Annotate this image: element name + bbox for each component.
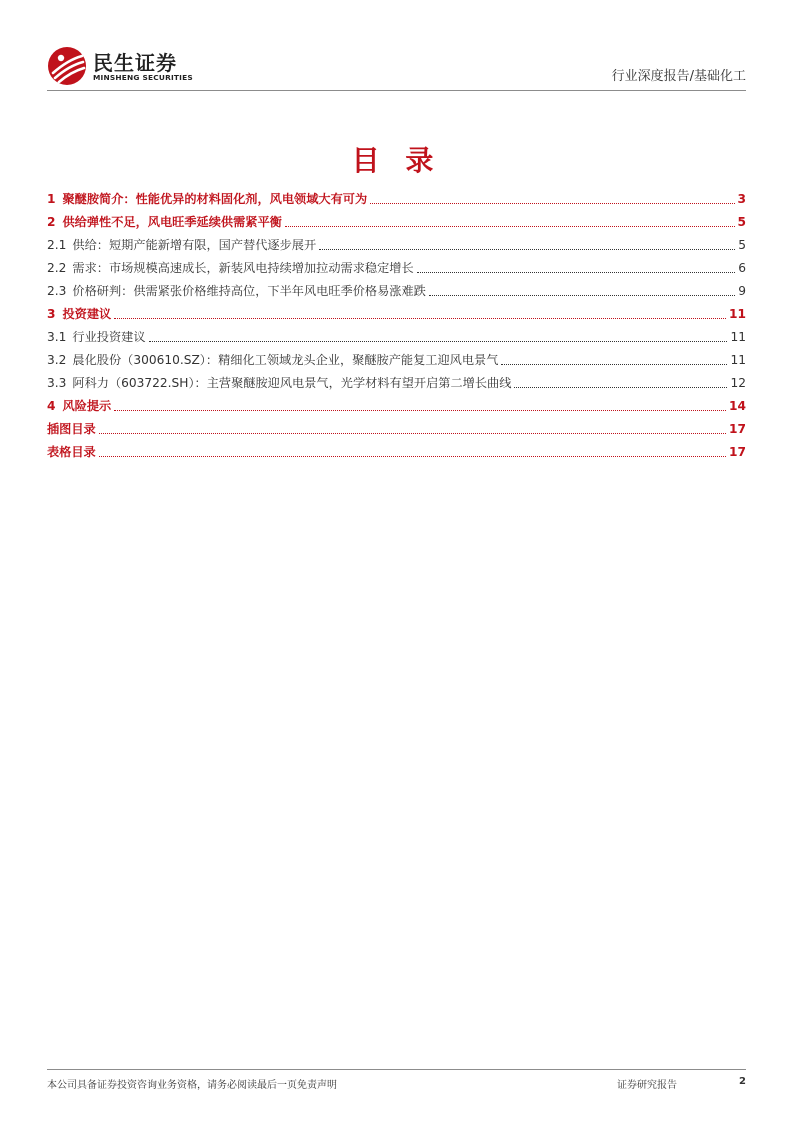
toc-entry-title: 晨化股份（300610.SZ）：精细化工领域龙头企业，聚醚胺产能复工迎风电景气 xyxy=(72,353,499,367)
toc-entry-title: 投资建议 xyxy=(62,307,112,321)
table-of-contents xyxy=(47,188,746,464)
toc-entry-page: 11 xyxy=(730,330,746,344)
page-header xyxy=(47,44,746,90)
toc-entry-page: 5 xyxy=(737,215,746,229)
toc-entry[interactable] xyxy=(47,211,746,234)
header-divider xyxy=(47,90,746,91)
toc-entry[interactable] xyxy=(47,257,746,280)
minsheng-logo-icon xyxy=(47,46,87,86)
toc-entry[interactable] xyxy=(47,395,746,418)
toc-entry[interactable] xyxy=(47,418,746,441)
toc-dot-leader xyxy=(285,226,735,227)
toc-entry-page: 6 xyxy=(738,261,746,275)
footer-divider xyxy=(47,1069,746,1070)
toc-entry-number: 2 xyxy=(47,215,56,229)
toc-entry-title: 价格研判：供需紧张价格维持高位，下半年风电旺季价格易涨难跌 xyxy=(72,284,426,298)
company-logo xyxy=(47,44,197,90)
toc-entry-title: 插图目录 xyxy=(47,422,96,436)
toc-entry-number: 2.2 xyxy=(47,261,67,275)
toc-entry[interactable] xyxy=(47,234,746,257)
toc-dot-leader xyxy=(429,295,735,296)
toc-entry-number: 3.2 xyxy=(47,353,67,367)
footer-report-type: 证券研究报告 xyxy=(617,1080,677,1091)
toc-entry-title: 风险提示 xyxy=(62,399,112,413)
toc-entry-number: 1 xyxy=(47,192,56,206)
report-category: 行业深度报告/基础化工 xyxy=(611,69,746,84)
toc-dot-leader xyxy=(417,272,736,273)
footer-disclaimer: 本公司具备证券投资咨询业务资格，请务必阅读最后一页免责声明 xyxy=(47,1080,337,1091)
toc-entry[interactable] xyxy=(47,349,746,372)
toc-entry-page: 9 xyxy=(738,284,746,298)
toc-entry-number: 2.1 xyxy=(47,238,67,252)
toc-entry-page: 12 xyxy=(730,376,746,390)
toc-entry-title: 供给：短期产能新增有限，国产替代逐步展开 xyxy=(72,238,317,252)
toc-dot-leader xyxy=(114,318,726,319)
toc-dot-leader xyxy=(370,203,734,204)
toc-entry-title: 阿科力（603722.SH）：主营聚醚胺迎风电景气，光学材料有望开启第二增长曲线 xyxy=(72,376,512,390)
toc-entry[interactable] xyxy=(47,188,746,211)
logo-english-name: MINSHENG SECURITIES xyxy=(93,73,193,82)
toc-dot-leader xyxy=(319,249,735,250)
toc-entry-page: 11 xyxy=(730,353,746,367)
toc-title: 目 录 xyxy=(351,144,442,177)
toc-entry-number: 3 xyxy=(47,307,56,321)
toc-entry[interactable] xyxy=(47,326,746,349)
toc-entry[interactable] xyxy=(47,372,746,395)
toc-entry-title: 行业投资建议 xyxy=(72,330,146,344)
toc-dot-leader xyxy=(149,341,728,342)
toc-entry-page: 5 xyxy=(738,238,746,252)
toc-entry[interactable] xyxy=(47,303,746,326)
toc-dot-leader xyxy=(114,410,726,411)
toc-entry-number: 2.3 xyxy=(47,284,67,298)
toc-entry-number: 3.1 xyxy=(47,330,67,344)
toc-entry-title: 聚醚胺简介：性能优异的材料固化剂，风电领域大有可为 xyxy=(62,192,368,206)
toc-dot-leader xyxy=(99,433,726,434)
toc-entry[interactable] xyxy=(47,441,746,464)
toc-entry-number: 4 xyxy=(47,399,56,413)
toc-entry-title: 供给弹性不足，风电旺季延续供需紧平衡 xyxy=(62,215,282,229)
toc-entry-page: 17 xyxy=(729,445,746,459)
logo-chinese-name: 民生证券 xyxy=(93,51,177,75)
toc-entry-page: 17 xyxy=(729,422,746,436)
toc-entry-number: 3.3 xyxy=(47,376,67,390)
toc-entry-title: 需求：市场规模高速成长，新装风电持续增加拉动需求稳定增长 xyxy=(72,261,414,275)
toc-dot-leader xyxy=(99,456,726,457)
toc-dot-leader xyxy=(514,387,727,388)
toc-entry-page: 11 xyxy=(729,307,746,321)
toc-dot-leader xyxy=(501,364,727,365)
toc-entry-page: 14 xyxy=(729,399,746,413)
footer-page-number: 2 xyxy=(739,1076,746,1087)
toc-entry-page: 3 xyxy=(737,192,746,206)
toc-entry-title: 表格目录 xyxy=(47,445,96,459)
toc-entry[interactable] xyxy=(47,280,746,303)
